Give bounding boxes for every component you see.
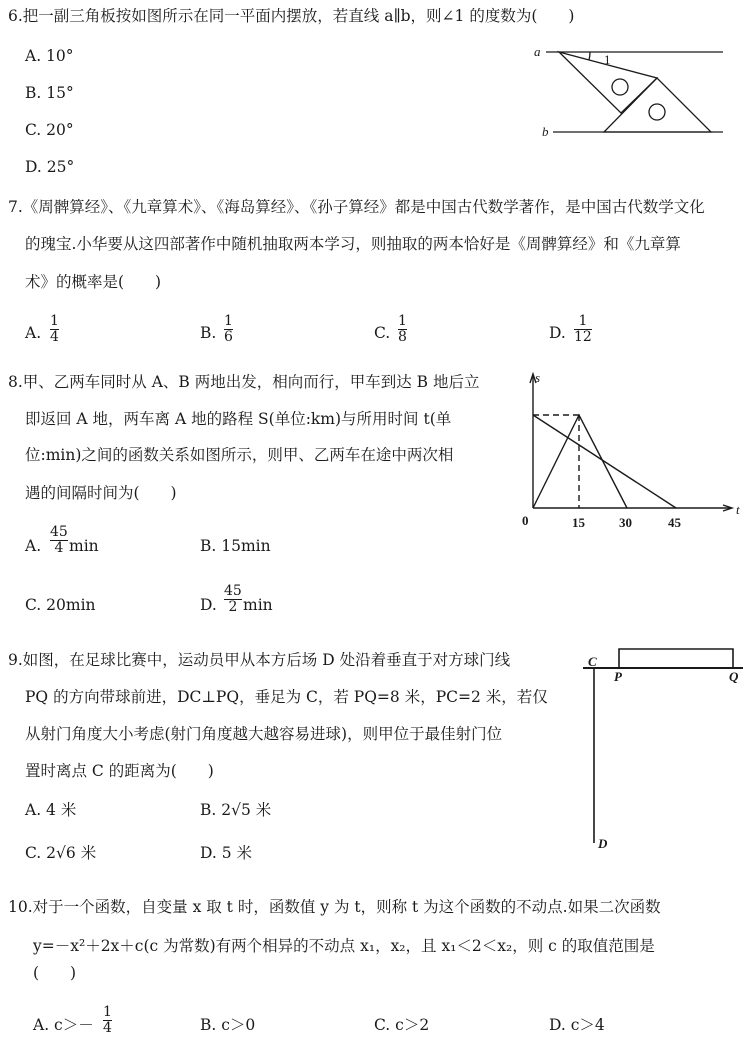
- q7-option-c-letter: C.: [374, 324, 391, 342]
- numerator: 45: [50, 524, 68, 540]
- q8-option-a-unit: min: [69, 537, 99, 555]
- q10-option-a-prefix: A. c＞－: [33, 1016, 94, 1034]
- q10-stem-line-3: ( ): [33, 964, 77, 982]
- numerator: 1: [578, 313, 588, 329]
- denominator: 4: [54, 540, 64, 556]
- q9-option-c: C. 2√6 米: [25, 844, 97, 862]
- q6-stem: 6.把一副三角板按如图所示在同一平面内摆放，若直线 a∥b，则∠1 的度数为( ): [8, 7, 575, 25]
- numerator: 1: [50, 313, 59, 329]
- q8-stem-line-3: 位:min)之间的函数关系如图所示，则甲、乙两车在途中两次相: [25, 446, 454, 464]
- tick-45: 45: [668, 515, 681, 530]
- numerator: 45: [224, 583, 242, 599]
- label-c: C: [588, 654, 597, 669]
- q8-option-d-unit: min: [243, 596, 273, 614]
- q10-stem-line-2: y=－x²＋2x＋c(c 为常数)有两个相异的不动点 x₁，x₂，且 x₁＜2＜x₂，则 c 的取值范围是: [33, 937, 655, 955]
- tick-30: 30: [619, 515, 632, 530]
- q7-stem-line-2: 的瑰宝.小华要从这四部著作中随机抽取两本学习，则抽取的两本恰好是《周髀算经》和《九章算: [25, 235, 681, 253]
- q9-stem-line-2: PQ 的方向带球前进，DC⊥PQ，垂足为 C，若 PQ=8 米，PC=2 米，若仅: [25, 688, 548, 706]
- label-a: a: [534, 44, 541, 59]
- q7-stem-line-1: 7.《周髀算经》、《九章算术》、《海岛算经》、《孙子算经》都是中国古代数学著作，是中国古代数学文化: [8, 198, 705, 216]
- denominator: 4: [103, 1020, 112, 1036]
- q10-stem-line-1: 10.对于一个函数，自变量 x 取 t 时，函数值 y 为 t，则称 t 为这个函数的不动点.如果二次函数: [8, 898, 661, 916]
- label-q: Q: [729, 669, 739, 684]
- q6-option-d: D. 25°: [25, 158, 75, 176]
- q7-option-d-letter: D.: [549, 324, 566, 342]
- numerator: 1: [398, 313, 407, 329]
- q10-option-c: C. c＞2: [374, 1016, 430, 1034]
- q8-option-c: C. 20min: [25, 596, 96, 614]
- q8-stem-line-1: 8.甲、乙两车同时从 A、B 两地出发，相向而行，甲车到达 B 地后立: [8, 373, 480, 391]
- denominator: 6: [224, 329, 233, 345]
- denominator: 12: [574, 329, 592, 345]
- q7-option-a-letter: A.: [25, 324, 42, 342]
- denominator: 2: [228, 599, 238, 615]
- q9-option-a: A. 4 米: [25, 801, 77, 819]
- numerator: 1: [224, 313, 233, 329]
- y-axis-label: s: [535, 370, 541, 385]
- x-axis-label: t: [736, 502, 740, 517]
- q8-option-d-letter: D.: [200, 596, 217, 614]
- q9-stem-line-4: 置时离点 C 的距离为( ): [25, 762, 214, 780]
- q9-option-d: D. 5 米: [200, 844, 253, 862]
- q9-option-b: B. 2√5 米: [200, 801, 272, 819]
- q8-stem-line-2: 即返回 A 地，两车离 A 地的路程 S(单位:km)与所用时间 t(单: [25, 410, 452, 428]
- q10-option-d: D. c＞4: [549, 1016, 605, 1034]
- label-b: b: [542, 124, 549, 139]
- q7-option-b-letter: B.: [200, 324, 217, 342]
- q6-option-b: B. 15°: [25, 84, 74, 102]
- tick-15: 15: [572, 515, 585, 530]
- q8-option-b: B. 15min: [200, 537, 271, 555]
- q10-option-b: B. c＞0: [200, 1016, 256, 1034]
- q8-option-a-letter: A.: [25, 537, 42, 555]
- denominator: 4: [50, 329, 59, 345]
- numerator: 1: [103, 1004, 112, 1020]
- q6-option-c: C. 20°: [25, 121, 74, 139]
- label-d: D: [598, 836, 608, 851]
- q9-stem-line-1: 9.如图，在足球比赛中，运动员甲从本方后场 D 处沿着垂直于对方球门线: [8, 651, 511, 669]
- tick-0: 0: [522, 513, 529, 528]
- q7-stem-line-3: 术》的概率是( ): [25, 273, 162, 291]
- label-p: P: [614, 669, 622, 684]
- q8-stem-line-4: 遇的间隔时间为( ): [25, 484, 177, 502]
- q6-option-a: A. 10°: [25, 47, 74, 65]
- goal-frame: [619, 649, 733, 668]
- denominator: 8: [398, 329, 407, 345]
- label-angle-1: 1: [604, 52, 611, 67]
- q9-stem-line-3: 从射门角度大小考虑(射门角度越大越容易进球)，则甲位于最佳射门位: [25, 725, 503, 743]
- q10-option-a-fraction: [103, 1005, 112, 1036]
